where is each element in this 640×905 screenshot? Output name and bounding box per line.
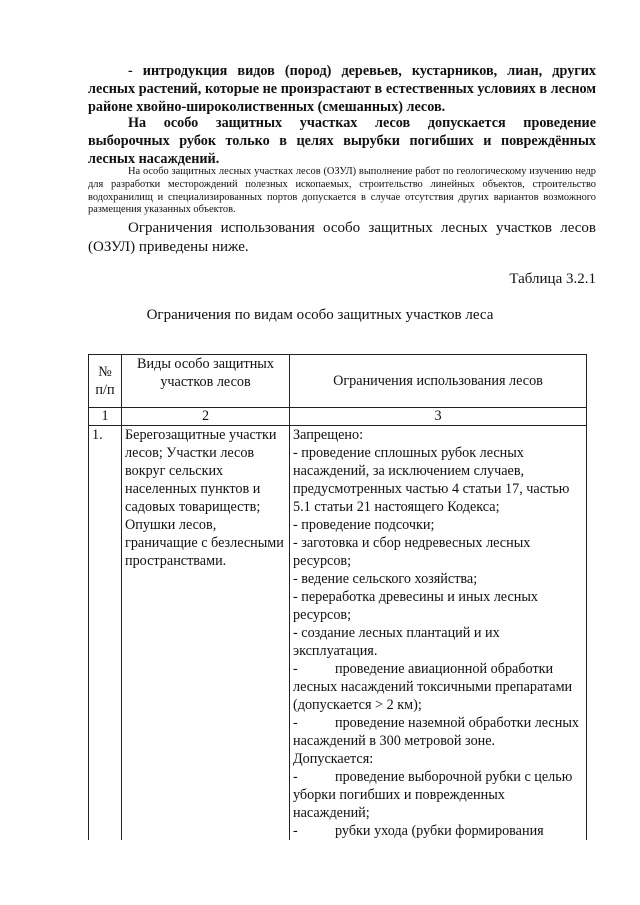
dash-item-text: проведение авиационной обработки лесных насаждений токсичными препаратами (допускается > 2 км); [293, 661, 573, 713]
row-restrictions [290, 426, 587, 841]
header-kinds: Виды особо защитных участков лесов [122, 355, 290, 408]
column-number-3: 3 [290, 408, 587, 426]
allowed-item: - рубки ухода (рубки формирования [293, 823, 544, 839]
paragraph-selective-felling: На особо защитных участках лесов допускается проведение выборочных рубок только в целях вырубки погибших и повреждённых лесных насаждений. [88, 115, 596, 167]
allowed-item-text: проведение выборочной рубки с целью уборки погибших и поврежденных насаждений; [293, 769, 573, 821]
table-title: Ограничения по видам особо защитных участков леса [146, 307, 494, 323]
restriction-line: Запрещено: [293, 427, 364, 443]
column-number-2: 2 [122, 408, 290, 426]
allowed-item: - проведение выборочной рубки с целью уборки погибших и поврежденных насаждений; [293, 769, 573, 821]
table-caption: Таблица 3.2.1 [509, 271, 596, 287]
restriction-line: - ведение сельского хозяйства; [293, 571, 478, 587]
restriction-line: - создание лесных плантаций и их эксплуатация. [293, 625, 500, 659]
dash-item: - проведение авиационной обработки лесных насаждений токсичными препаратами (допускается > 2 км); [293, 661, 573, 713]
dash-item: - проведение наземной обработки лесных насаждений в 300 метровой зоне. [293, 715, 579, 749]
row-kinds: Берегозащитные участки лесов; Участки лесов вокруг сельских населенных пунктов и садовых товариществ; Опушки лесов, граничащие с безлесными пространствами. [122, 426, 290, 841]
header-restrictions: Ограничения использования лесов [290, 355, 587, 408]
allowed-item-text: рубки ухода (рубки формирования [335, 823, 544, 839]
restriction-line: - заготовка и сбор недревесных лесных ресурсов; [293, 535, 531, 569]
paragraph-ozul-intro: Ограничения использования особо защитных лесных участков лесов (ОЗУЛ) приведены ниже. [88, 220, 596, 255]
restriction-line: - переработка древесины и иных лесных ресурсов; [293, 589, 538, 623]
table-row [89, 426, 587, 841]
table-header-row [89, 355, 587, 408]
header-number: № п/п [89, 355, 122, 408]
row-number: 1. [89, 426, 122, 841]
restriction-line: - проведение подсочки; [293, 517, 435, 533]
allowed-label: Допускается: [293, 751, 374, 767]
column-number-1: 1 [89, 408, 122, 426]
paragraph-geology-works: На особо защитных лесных участках лесов (ОЗУЛ) выполнение работ по геологическому изучению недр для разработки месторождений полезных ископаемых, строительство линейных объектов, строительство водохранилищ и специализированных портов допускается в случае отсутствия других вариантов возможного размещения указанных объектов. [88, 166, 596, 216]
dash-item-text: проведение наземной обработки лесных насаждений в 300 метровой зоне. [293, 715, 579, 749]
column-number-row [89, 408, 587, 426]
restriction-line: - проведение сплошных рубок лесных насаждений, за исключением случаев, предусмотренных частью 4 статьи 17, частью 5.1 статьи 21 настоящего Кодекса; [293, 445, 570, 515]
paragraph-introduction: - интродукция видов (пород) деревьев, кустарников, лиан, других лесных растений, которые не произрастают в естественных условиях в лесном районе хвойно-широколиственных (смешанных) лесов. [88, 63, 596, 115]
restrictions-table [88, 354, 587, 840]
